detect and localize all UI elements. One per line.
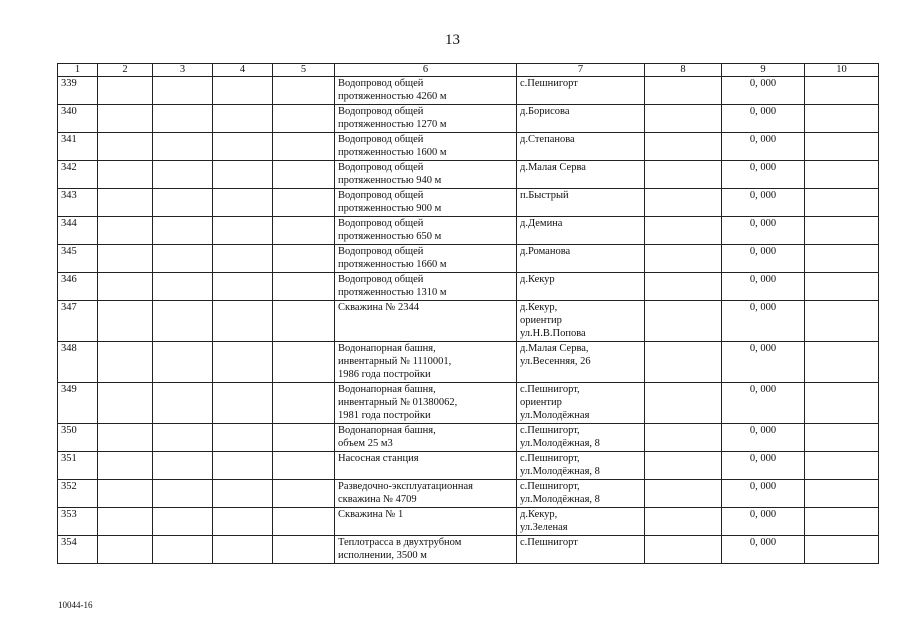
empty-cell [213, 424, 273, 452]
empty-cell [153, 189, 213, 217]
object-value: 0, 000 [722, 301, 805, 342]
empty-cell [645, 189, 722, 217]
object-location: д.Степанова [517, 133, 645, 161]
empty-cell [98, 189, 153, 217]
object-name: Водопровод общей протяженностью 900 м [335, 189, 517, 217]
row-number: 349 [58, 383, 98, 424]
table-row [58, 301, 879, 342]
object-value: 0, 000 [722, 424, 805, 452]
table-row [58, 508, 879, 536]
object-name: Водопровод общей протяженностью 1270 м [335, 105, 517, 133]
table-row [58, 383, 879, 424]
object-location: с.Пешнигорт, ул.Молодёжная, 8 [517, 480, 645, 508]
empty-cell [645, 105, 722, 133]
empty-cell [273, 424, 335, 452]
empty-cell [98, 245, 153, 273]
empty-cell [805, 452, 879, 480]
empty-cell [273, 342, 335, 383]
empty-cell [805, 383, 879, 424]
table-row [58, 105, 879, 133]
empty-cell [153, 301, 213, 342]
object-name: Водопровод общей протяженностью 1600 м [335, 133, 517, 161]
empty-cell [213, 480, 273, 508]
empty-cell [645, 508, 722, 536]
empty-cell [273, 452, 335, 480]
empty-cell [273, 105, 335, 133]
empty-cell [213, 536, 273, 564]
object-value: 0, 000 [722, 273, 805, 301]
object-value: 0, 000 [722, 217, 805, 245]
object-name: Разведочно-эксплуатационная скважина № 4709 [335, 480, 517, 508]
row-number: 345 [58, 245, 98, 273]
empty-cell [273, 480, 335, 508]
empty-cell [98, 383, 153, 424]
object-value: 0, 000 [722, 383, 805, 424]
empty-cell [805, 273, 879, 301]
empty-cell [153, 273, 213, 301]
row-number: 346 [58, 273, 98, 301]
empty-cell [153, 536, 213, 564]
empty-cell [98, 133, 153, 161]
empty-cell [153, 161, 213, 189]
empty-cell [645, 480, 722, 508]
empty-cell [98, 452, 153, 480]
col-header-6: 6 [335, 64, 517, 77]
empty-cell [213, 77, 273, 105]
document-code: 10044-16 [58, 600, 93, 610]
row-number: 344 [58, 217, 98, 245]
empty-cell [645, 133, 722, 161]
object-value: 0, 000 [722, 342, 805, 383]
empty-cell [645, 452, 722, 480]
empty-cell [98, 508, 153, 536]
object-name: Водопровод общей протяженностью 1310 м [335, 273, 517, 301]
empty-cell [153, 342, 213, 383]
table-body [58, 77, 879, 564]
col-header-5: 5 [273, 64, 335, 77]
empty-cell [98, 273, 153, 301]
table-row [58, 480, 879, 508]
object-name: Скважина № 1 [335, 508, 517, 536]
empty-cell [805, 342, 879, 383]
empty-cell [213, 133, 273, 161]
col-header-1: 1 [58, 64, 98, 77]
empty-cell [153, 424, 213, 452]
empty-cell [213, 273, 273, 301]
row-number: 353 [58, 508, 98, 536]
table-row [58, 217, 879, 245]
object-name: Теплотрасса в двухтрубном исполнении, 3500 м [335, 536, 517, 564]
empty-cell [273, 77, 335, 105]
empty-cell [645, 161, 722, 189]
object-value: 0, 000 [722, 133, 805, 161]
empty-cell [273, 536, 335, 564]
empty-cell [98, 342, 153, 383]
object-location: д.Малая Серва [517, 161, 645, 189]
col-header-2: 2 [98, 64, 153, 77]
table-row [58, 452, 879, 480]
object-location: д.Кекур [517, 273, 645, 301]
empty-cell [153, 508, 213, 536]
object-location: д.Демина [517, 217, 645, 245]
object-location: д.Кекур, ориентир ул.Н.В.Попова [517, 301, 645, 342]
empty-cell [273, 189, 335, 217]
empty-cell [645, 301, 722, 342]
object-name: Водопровод общей протяженностью 4260 м [335, 77, 517, 105]
col-header-4: 4 [213, 64, 273, 77]
empty-cell [805, 480, 879, 508]
empty-cell [273, 508, 335, 536]
empty-cell [98, 424, 153, 452]
empty-cell [98, 301, 153, 342]
row-number: 347 [58, 301, 98, 342]
table-row [58, 536, 879, 564]
object-location: с.Пешнигорт, ул.Молодёжная, 8 [517, 424, 645, 452]
row-number: 348 [58, 342, 98, 383]
empty-cell [645, 217, 722, 245]
row-number: 341 [58, 133, 98, 161]
empty-cell [98, 480, 153, 508]
object-location: д.Кекур, ул.Зеленая [517, 508, 645, 536]
col-header-3: 3 [153, 64, 213, 77]
row-number: 340 [58, 105, 98, 133]
row-number: 343 [58, 189, 98, 217]
object-name: Водопровод общей протяженностью 1660 м [335, 245, 517, 273]
table-row [58, 133, 879, 161]
row-number: 351 [58, 452, 98, 480]
object-location: с.Пешнигорт, ул.Молодёжная, 8 [517, 452, 645, 480]
object-name: Водопровод общей протяженностью 940 м [335, 161, 517, 189]
empty-cell [805, 217, 879, 245]
empty-cell [805, 105, 879, 133]
empty-cell [153, 245, 213, 273]
row-number: 339 [58, 77, 98, 105]
empty-cell [645, 424, 722, 452]
empty-cell [213, 217, 273, 245]
empty-cell [805, 161, 879, 189]
object-location: п.Быстрый [517, 189, 645, 217]
empty-cell [213, 189, 273, 217]
empty-cell [213, 301, 273, 342]
empty-cell [645, 536, 722, 564]
empty-cell [805, 133, 879, 161]
empty-cell [805, 301, 879, 342]
empty-cell [98, 77, 153, 105]
empty-cell [153, 77, 213, 105]
empty-cell [213, 105, 273, 133]
table-row [58, 161, 879, 189]
table-row [58, 424, 879, 452]
empty-cell [213, 508, 273, 536]
object-value: 0, 000 [722, 508, 805, 536]
empty-cell [805, 189, 879, 217]
empty-cell [213, 452, 273, 480]
table-row [58, 77, 879, 105]
empty-cell [98, 161, 153, 189]
empty-cell [98, 536, 153, 564]
object-name: Насосная станция [335, 452, 517, 480]
object-name: Водонапорная башня, инвентарный № 01380062, 1981 года постройки [335, 383, 517, 424]
empty-cell [213, 383, 273, 424]
object-location: с.Пешнигорт [517, 77, 645, 105]
empty-cell [153, 452, 213, 480]
empty-cell [98, 105, 153, 133]
empty-cell [805, 536, 879, 564]
empty-cell [273, 301, 335, 342]
object-location: с.Пешнигорт, ориентир ул.Молодёжная [517, 383, 645, 424]
header-row [58, 64, 879, 77]
empty-cell [273, 133, 335, 161]
empty-cell [153, 480, 213, 508]
row-number: 352 [58, 480, 98, 508]
object-value: 0, 000 [722, 105, 805, 133]
empty-cell [213, 342, 273, 383]
empty-cell [213, 245, 273, 273]
empty-cell [805, 77, 879, 105]
object-location: д.Малая Серва, ул.Весенняя, 26 [517, 342, 645, 383]
empty-cell [213, 161, 273, 189]
empty-cell [645, 383, 722, 424]
empty-cell [645, 77, 722, 105]
empty-cell [273, 245, 335, 273]
object-name: Скважина № 2344 [335, 301, 517, 342]
table-row [58, 342, 879, 383]
empty-cell [645, 342, 722, 383]
empty-cell [153, 133, 213, 161]
empty-cell [273, 273, 335, 301]
empty-cell [98, 217, 153, 245]
empty-cell [153, 105, 213, 133]
page-number: 13 [445, 32, 460, 48]
object-value: 0, 000 [722, 245, 805, 273]
empty-cell [805, 424, 879, 452]
row-number: 350 [58, 424, 98, 452]
property-registry-table [57, 63, 879, 564]
object-name: Водонапорная башня, объем 25 м3 [335, 424, 517, 452]
empty-cell [153, 217, 213, 245]
col-header-7: 7 [517, 64, 645, 77]
empty-cell [805, 245, 879, 273]
object-location: д.Борисова [517, 105, 645, 133]
object-value: 0, 000 [722, 480, 805, 508]
table-row [58, 245, 879, 273]
table-row [58, 273, 879, 301]
empty-cell [645, 273, 722, 301]
empty-cell [153, 383, 213, 424]
object-location: д.Романова [517, 245, 645, 273]
empty-cell [805, 508, 879, 536]
object-name: Водонапорная башня, инвентарный № 1110001, 1986 года постройки [335, 342, 517, 383]
col-header-8: 8 [645, 64, 722, 77]
empty-cell [273, 161, 335, 189]
row-number: 342 [58, 161, 98, 189]
object-name: Водопровод общей протяженностью 650 м [335, 217, 517, 245]
object-value: 0, 000 [722, 189, 805, 217]
col-header-10: 10 [805, 64, 879, 77]
object-value: 0, 000 [722, 77, 805, 105]
col-header-9: 9 [722, 64, 805, 77]
row-number: 354 [58, 536, 98, 564]
object-value: 0, 000 [722, 536, 805, 564]
object-value: 0, 000 [722, 161, 805, 189]
empty-cell [273, 383, 335, 424]
object-value: 0, 000 [722, 452, 805, 480]
empty-cell [645, 245, 722, 273]
empty-cell [273, 217, 335, 245]
object-location: с.Пешнигорт [517, 536, 645, 564]
table-row [58, 189, 879, 217]
